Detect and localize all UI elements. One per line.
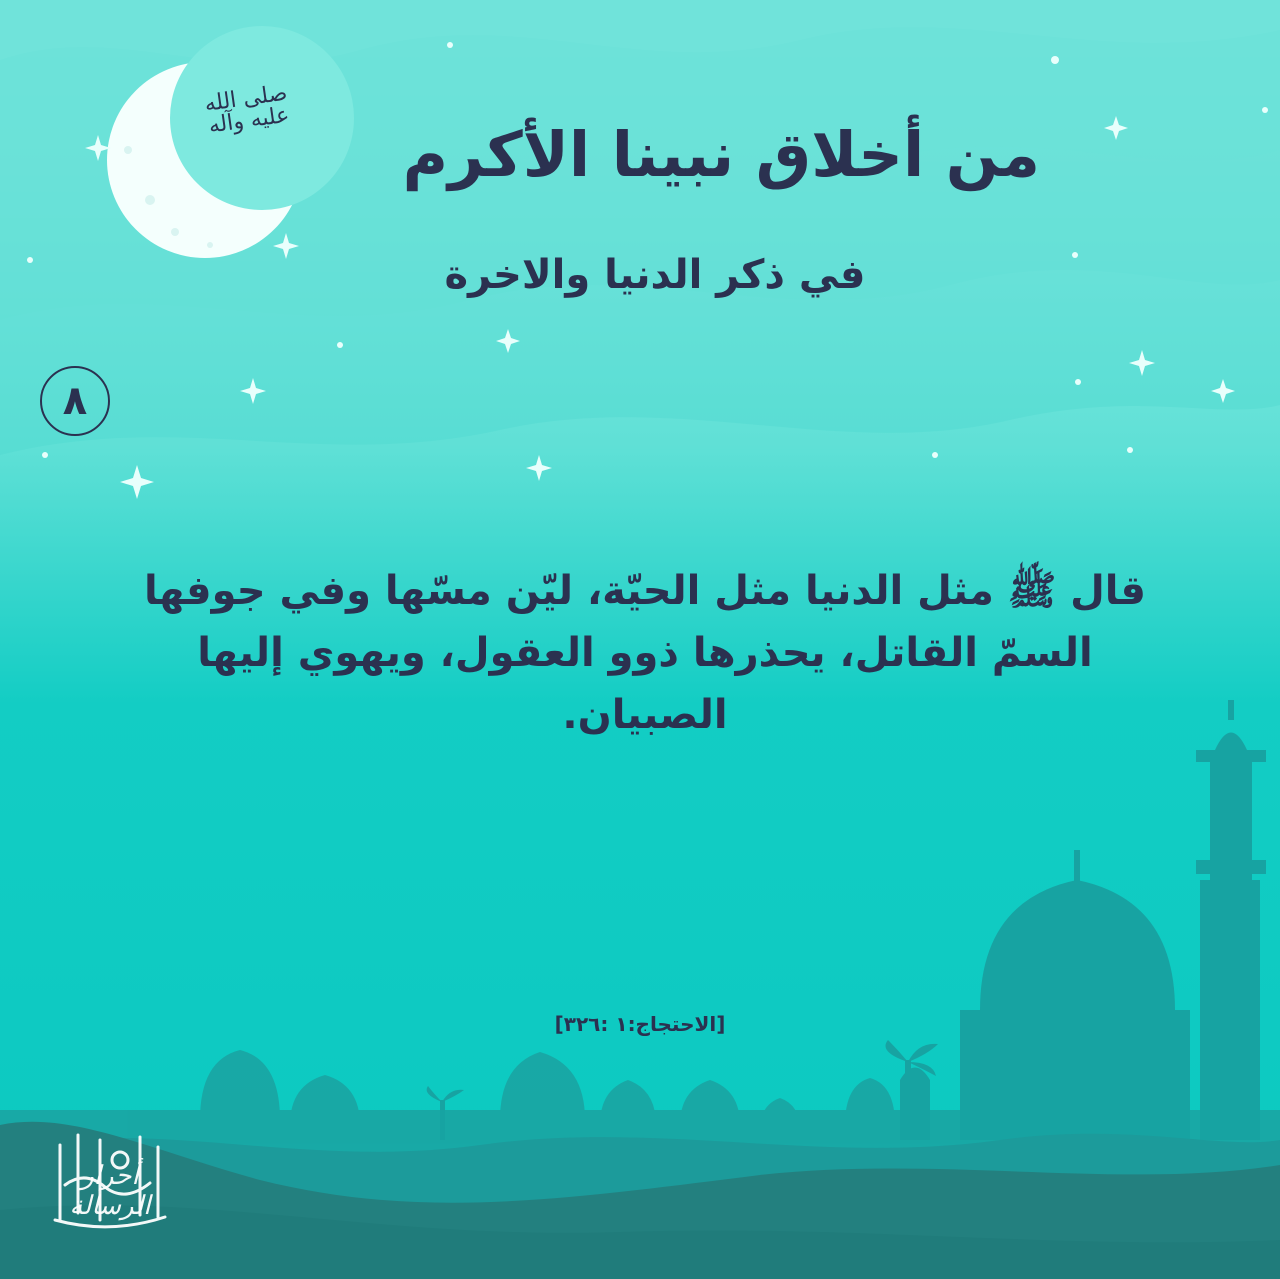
title-honorific-calligraphy: صلى الله عليه وآله [202, 80, 291, 139]
source-citation: [الاحتجاج:١ :٣٢٦] [554, 1012, 726, 1036]
page-subtitle: في ذكر الدنيا والاخرة [444, 252, 866, 298]
logo-text: أحرار الرسالة [69, 1161, 151, 1221]
number-badge: ٨ [40, 366, 110, 436]
calligraphy-logo-icon [40, 1125, 180, 1235]
quote-text: قال ﷺ مثل الدنيا مثل الحيّة، ليّن مسّها وفي جوفها السمّ القاتل، يحذرها ذوو العقول، ويهوي إليها الصبيان. [144, 568, 1146, 738]
page-title: من أخلاق نبينا الأكرم [402, 118, 1040, 191]
